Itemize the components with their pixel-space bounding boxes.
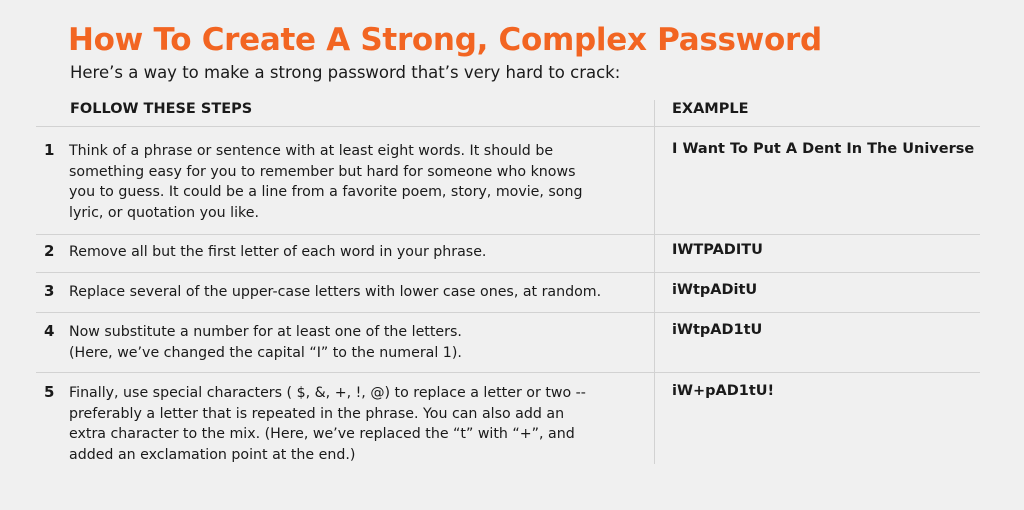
step-example: IWTPADITU [672,242,763,258]
step-example: iWtpADitU [672,282,758,298]
row-divider [36,126,980,127]
step-number: 4 [44,322,55,340]
step-description: Replace several of the upper-case letters with lower case ones, at random. [69,284,602,300]
step-description: Now substitute a number for at least one of the letters. (Here, we’ve changed the capital “I” to the numeral 1). [69,324,462,361]
row-divider [36,312,980,313]
row-divider [36,272,980,273]
row-divider [36,234,980,235]
step-example: I Want To Put A Dent In The Universe [672,141,975,157]
step-description: Finally, use special characters ( $, &, +, !, @) to replace a letter or two -- preferably a letter that is repeated in the phrase. You can also add an extra character to the mix. (Here, we’ve replaced the “t” with “+”, and added an exclamation point at the end.) [69,385,586,463]
step-example: iW+pAD1tU! [672,383,775,399]
step-number: 1 [44,141,55,159]
row-divider [36,372,980,373]
step-number: 2 [44,242,55,260]
page-subtitle: Here’s a way to make a strong password that’s very hard to crack: [70,63,621,82]
column-header-steps: FOLLOW THESE STEPS [70,101,253,117]
column-divider [654,100,655,464]
step-description: Remove all but the first letter of each word in your phrase. [69,244,487,260]
step-example: iWtpAD1tU [672,322,763,338]
column-header-example: EXAMPLE [672,101,749,117]
page-title: How To Create A Strong, Complex Password [68,22,822,58]
step-description: Think of a phrase or sentence with at least eight words. It should be something easy for you to remember but hard for someone who knows you to guess. It could be a line from a favorite poem, story, movie, song lyric, or quotation you like. [69,143,583,221]
step-number: 3 [44,282,55,300]
step-number: 5 [44,383,55,401]
